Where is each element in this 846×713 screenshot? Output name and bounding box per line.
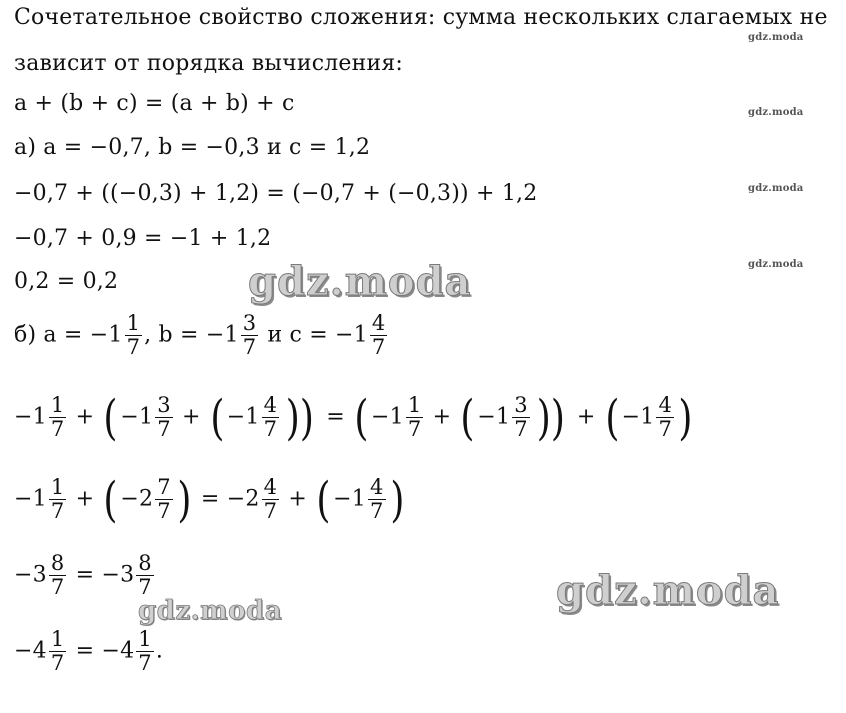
rule-text-line1: Сочетательное свойство сложения: сумма нескольких слагаемых не [14,5,828,30]
fraction: $\frac{4}{7}$ [263,393,278,441]
watermark-small: gdz.moda [748,107,804,118]
part-a-step3: 0,2 = 0,2 [14,269,119,294]
b-b-prefix: , b = −1 [144,322,239,348]
fraction: $\frac{1}{7}$ [50,627,65,675]
fraction: $\frac{4}{7}$ [263,475,278,523]
part-a-step2: −0,7 + 0,9 = −1 + 1,2 [14,226,272,251]
fraction: $\frac{1}{7}$ [407,393,422,441]
watermark-small: gdz.moda [748,259,804,270]
part-b-step4: −4 $\frac{1}{7}$ = −4 $\frac{1}{7}$ . [14,627,164,675]
fraction: $\frac{3}{7}$ [242,311,257,359]
watermark-medium: gdz.moda [138,596,283,626]
fraction: $\frac{3}{7}$ [157,393,171,441]
part-a-label: а) [14,135,44,160]
fraction: $\frac{3}{7}$ [514,393,528,441]
watermark-small: gdz.moda [748,183,804,194]
rule-text-line2: зависит от порядка вычисления: [14,51,404,76]
part-b-step2: −1 $\frac{1}{7}$ + ( −2 $\frac{7}{7}$ ) = −2 $\frac{4}{7}$ + ( −1 $\frac{4}{7}$ ) [14,471,405,528]
part-a-step1: −0,7 + ((−0,3) + 1,2) = (−0,7 + (−0,3)) + 1,2 [14,181,538,206]
fraction: $\frac{1}{7}$ [126,311,141,359]
fraction: $\frac{1}{7}$ [138,627,152,675]
associative-formula: a + (b + c) = (a + b) + c [14,91,295,116]
part-b-step3: −3 $\frac{8}{7}$ = −3 $\frac{8}{7}$ [14,551,152,599]
fraction: $\frac{7}{7}$ [157,475,171,523]
fraction: $\frac{4}{7}$ [371,311,386,359]
part-b-values [14,312,389,359]
part-a-values-text: a = −0,7, b = −0,3 и c = 1,2 [43,135,371,160]
b-c-prefix: и c = −1 [260,322,368,348]
fraction: $\frac{8}{7}$ [50,551,65,599]
part-a-values [14,134,370,162]
fraction: $\frac{4}{7}$ [658,393,672,441]
watermark-small: gdz.moda [748,32,804,43]
fraction: $\frac{1}{7}$ [50,393,65,441]
watermark-big: gdz.moda [556,567,780,614]
part-b-label: б) [14,322,44,348]
fraction: $\frac{4}{7}$ [369,475,384,523]
fraction: $\frac{8}{7}$ [138,551,152,599]
b-a-prefix: a = −1 [43,322,123,348]
fraction: $\frac{1}{7}$ [50,475,65,523]
part-b-step1: −1 $\frac{1}{7}$ + ( −1 $\frac{3}{7}$ + ( −1 $\frac{4}{7}$ )) = ( −1 $\frac{1}{7}$ + ( −1 $\frac{3}{7}$ )) + ( −1 $\frac{4}{7}$ ) [14,389,693,446]
watermark-big: gdz.moda [248,258,472,305]
